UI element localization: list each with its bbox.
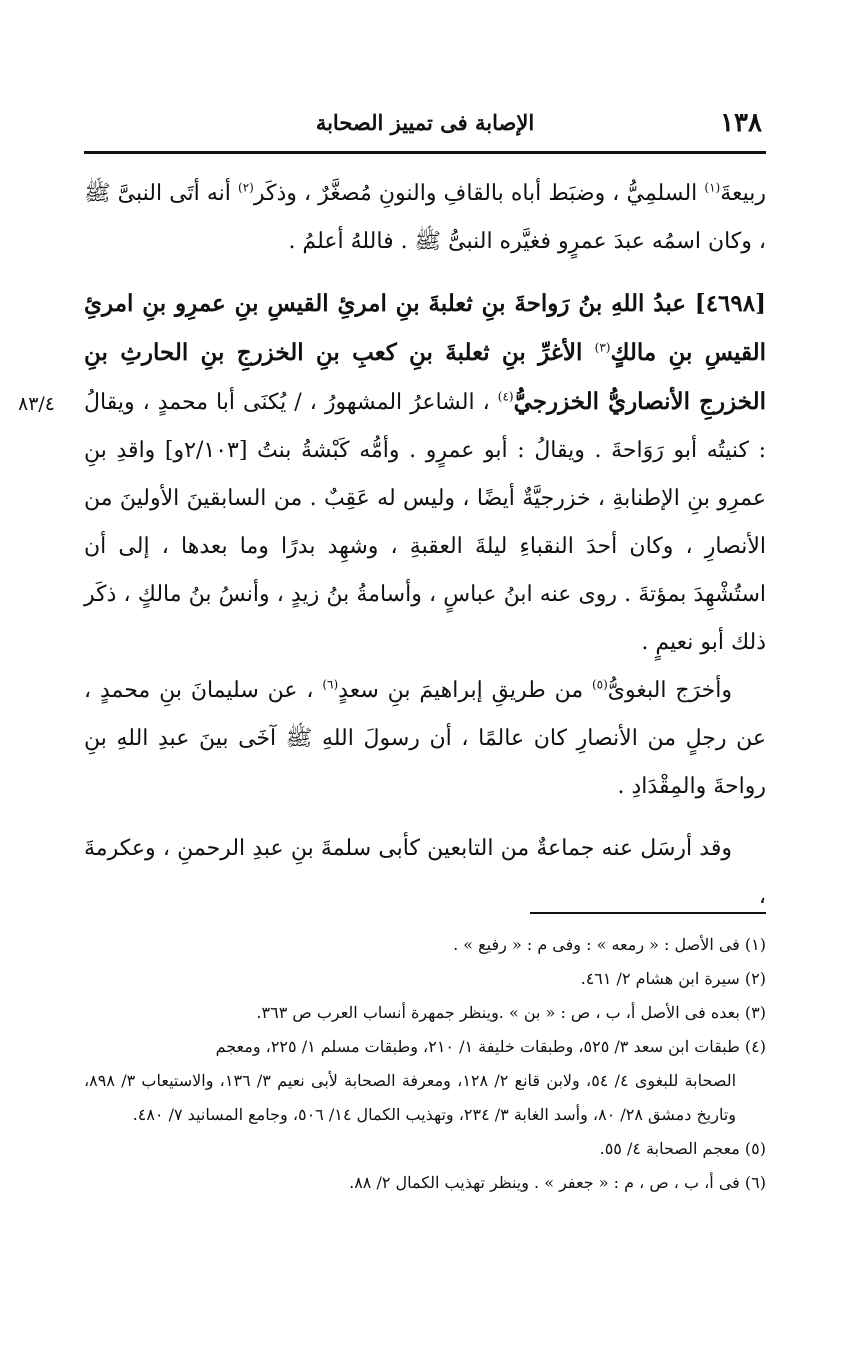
entry-heading-cont: الأغرِّ بنِ ثعلبةَ بنِ كعبِ بنِ الخزرجِ بنِ الحارثِ بنِ الخزرجِ الأنصاريُّ الخزرجيُّ [84,339,766,415]
entry-heading: [٤٦٩٨] عبدُ اللهِ بنُ رَواحةَ بنِ ثعلبةَ بنِ امرئِ القيسِ بنِ عمرِو بنِ امرئِ القيسِ بنِ مالكٍ [84,290,766,366]
footnote-1: (١) فى الأصل : « رمعه » : وفى م : « رفيع » . [453,935,766,954]
page-header [84,96,766,152]
running-title: الإصابة فى تمييز الصحابة [315,110,535,135]
footnote-ref-2: (٢) [238,180,254,195]
main-text [84,170,766,921]
paragraph-3: وأخرَج البغوىُّ$^{(٥)}$ من طريقِ إبراهيمَ بنِ سعدٍ$^{(٦)}$ ، عن سليمانَ بنِ محمدٍ ، عن رجلٍ من الأنصارِ كان عالمًا ، أن رسولَ اللهِ ﷺ آخَى بينَ عبدِ اللهِ بنِ رواحةَ والمِقْدَادِ . [84,677,766,799]
footnote-4-continued: الصحابة للبغوى ٤/ ٥٤، ولابن قانع ٢/ ١٢٨، ومعرفة الصحابة لأبى نعيم ٣/ ١٣٦، والاستيعاب ٣/ ٨٩٨، وتاريخ دمشق ٢٨/ ٨٠، وأسد الغابة ٣/ ٢٣٤، وتهذيب الكمال ١٤/ ٥٠٦، وجامع المسانيد ٧/ ٤٨٠. [84,1071,737,1124]
page-number: ١٣٨ [720,108,762,138]
footnote-ref-6: (٦) [322,677,339,692]
footnote-ref-4: (٤) [497,389,514,404]
footnote-ref-1: (١) [704,180,721,195]
paragraph-4: وقد أرسَل عنه جماعةٌ من التابعين كأبى سلمةَ بنِ عبدِ الرحمنِ ، وعكرمةَ ، [84,836,766,909]
footnote-ref-3: (٣) [594,340,611,355]
header-rule [84,151,766,154]
footnote-ref-5: (٥) [591,677,608,692]
footnote-5: (٥) معجم الصحابة ٤/ ٥٥. [599,1139,766,1158]
entry-text: ، الشاعرُ المشهورُ ، / يُكنَى أبا محمدٍ ، ويقالُ : كنيتُه أبو رَوَاحةَ . ويقالُ : أبو عمرٍو . وأمُّه كَبْشةُ بنتُ [٢/١٠٣و] واقدِ بنِ عمرِو بنِ الإطنابةِ ، خزرجيَّةٌ أيضًا ، وليس له عَقِبٌ . من السابقينَ الأولينَ من الأنصارِ ، وكان أحدَ النقباءِ ليلةَ العقبةِ ، وشهِد بدرًا وما بعدها ، إلى أن استُشْهِدَ بمؤتةَ . روى عنه ابنُ عباسٍ ، وأسامةُ بنُ زيدٍ ، وأنسُ بنُ مالكٍ ، ذكَر ذلك أبو نعيمٍ . [84,390,766,655]
footnote-6: (٦) فى أ، ب ، ص ، م : « جعفر » . وينظر تهذيب الكمال ٢/ ٨٨. [349,1173,766,1192]
margin-volume-reference: ٨٣/٤ [18,393,56,415]
footnote-4: (٤) طبقات ابن سعد ٣/ ٥٢٥، وطبقات خليفة ١/ ٢١٠، وطبقات مسلم ١/ ٢٢٥، ومعجم [215,1037,766,1056]
paragraph-1: ربيعةَ$^{(١)}$ السلمِيُّ ، وضبَط أباه بالقافِ والنونِ مُصغَّرٌ ، وذكَر$^{(٢)}$ أنه أتَى النبىَّ ﷺ ، وكان اسمُه عبدَ عمرٍو فغيَّره النبىُّ ﷺ . فاللهُ أعلمُ . [84,180,766,254]
entry-4698 [84,280,766,667]
footnotes [84,928,766,1200]
footnote-rule [530,912,766,914]
footnote-2: (٢) سيرة ابن هشام ٢/ ٤٦١. [580,969,766,988]
footnote-3: (٣) بعده فى الأصل أ، ب ، ص : « بن » .وينظر جمهرة أنساب العرب ص ٣٦٣. [256,1003,766,1022]
